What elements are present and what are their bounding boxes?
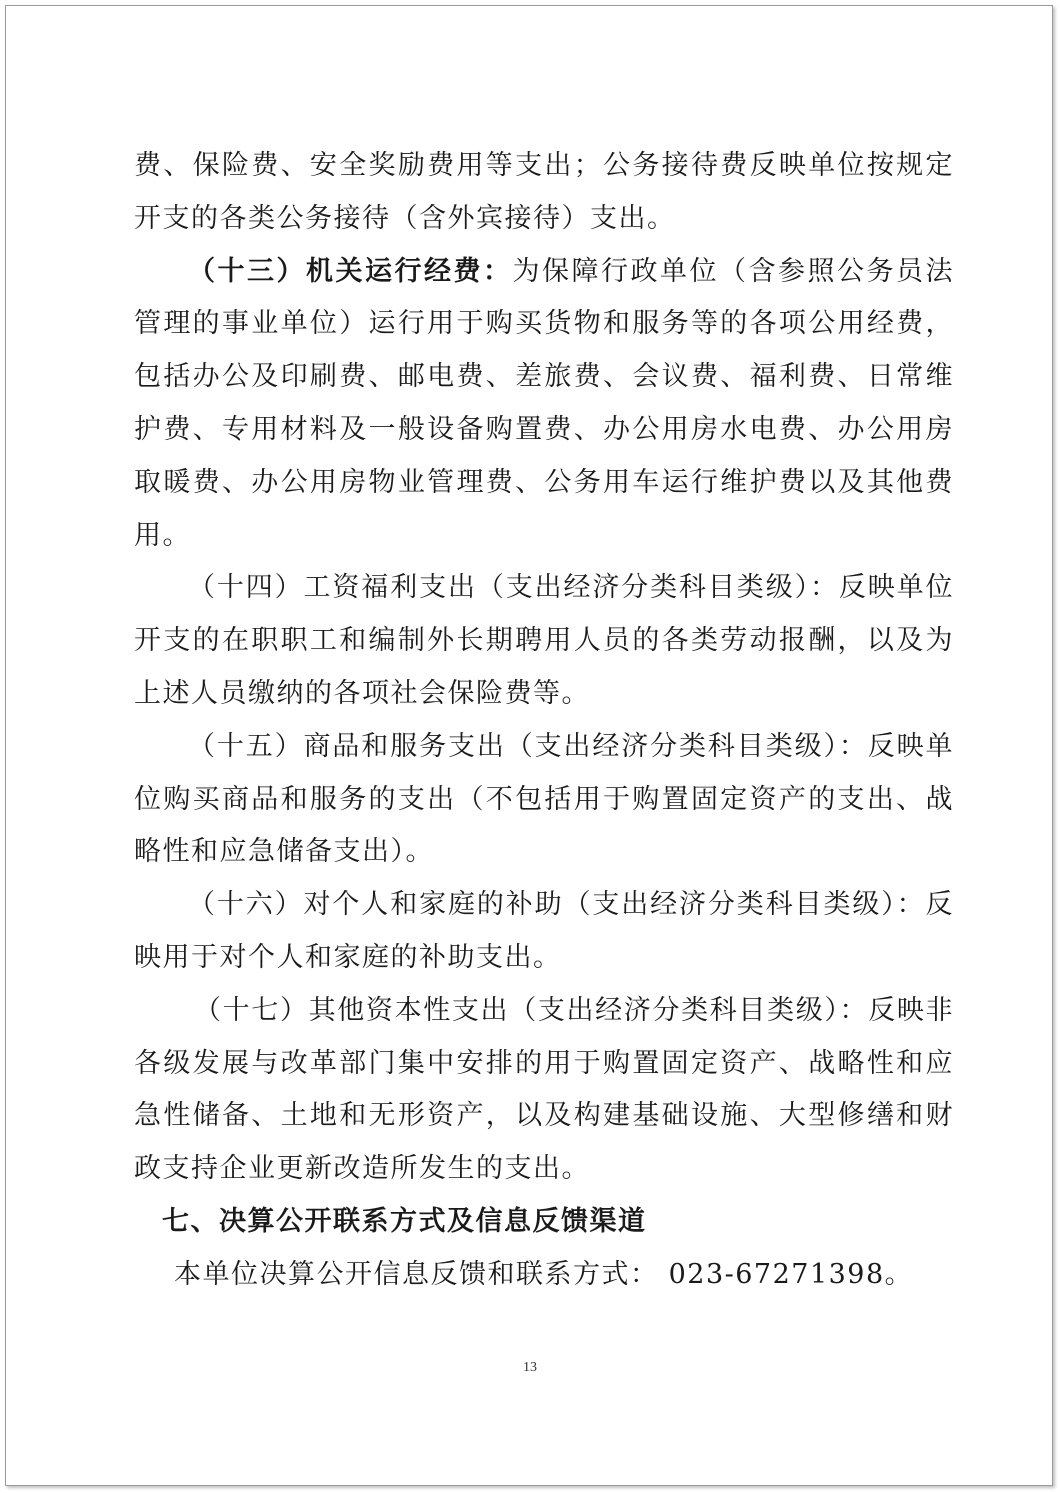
paragraph-goods-services bbox=[134, 721, 954, 879]
section-heading: 七、决算公开联系方式及信息反馈渠道 bbox=[162, 1205, 647, 1237]
paragraph-household-subsidies bbox=[134, 879, 954, 985]
paragraph-text: 反映非各级发展与改革部门集中安排的用于购置固定资产、战略性和应急性储备、土地和无形资产，以及构建基础设施、大型修缮和财政支持企业更新改造所发生的支出。 bbox=[134, 994, 955, 1185]
paragraph-text: 费、保险费、安全奖励费用等支出；公务接待费反映单位按规定开支的各类公务接待（含外宾接待）支出。 bbox=[134, 150, 954, 234]
paragraph-heading: （十四）工资福利支出（支出经济分类科目类级）： bbox=[188, 572, 839, 604]
paragraph-other-capital-expenditure bbox=[134, 985, 954, 1196]
page-number: 13 bbox=[523, 1360, 537, 1375]
paragraph-institution-operating-funds bbox=[134, 246, 954, 563]
paragraph-wages-welfare bbox=[134, 562, 954, 720]
paragraph-heading: （十六）对个人和家庭的补助（支出经济分类科目类级）： bbox=[188, 889, 926, 921]
contact-line: 本单位决算公开信息反馈和联系方式： 023-67271398。 bbox=[174, 1258, 914, 1290]
document-body bbox=[134, 140, 954, 1302]
paragraph-text: 反映用于对个人和家庭的补助支出。 bbox=[134, 889, 954, 973]
paragraph-text: 反映单位购买商品和服务的支出（不包括用于购置固定资产的支出、战略性和应急储备支出）。 bbox=[134, 730, 955, 868]
paragraph-heading: （十三）机关运行经费： bbox=[188, 255, 513, 287]
paragraph-text: 为保障行政单位（含参照公务员法管理的事业单位）运行用于购买货物和服务等的各项公用经费，包括办公及印刷费、邮电费、差旅费、会议费、福利费、日常维护费、专用材料及一般设备购置费、办公用房水电费、办公用房取暖费、办公用房物业管理费、公务用车运行维护费以及其他费用。 bbox=[134, 255, 954, 551]
paragraph-public-reception-continued bbox=[134, 140, 954, 246]
paragraph-text: 反映单位开支的在职职工和编制外长期聘用人员的各类劳动报酬，以及为上述人员缴纳的各项社会保险费等。 bbox=[134, 572, 955, 709]
paragraph-heading: （十五）商品和服务支出（支出经济分类科目类级）： bbox=[188, 730, 868, 762]
paragraph-heading: （十七）其他资本性支出（支出经济分类科目类级）： bbox=[194, 994, 869, 1026]
